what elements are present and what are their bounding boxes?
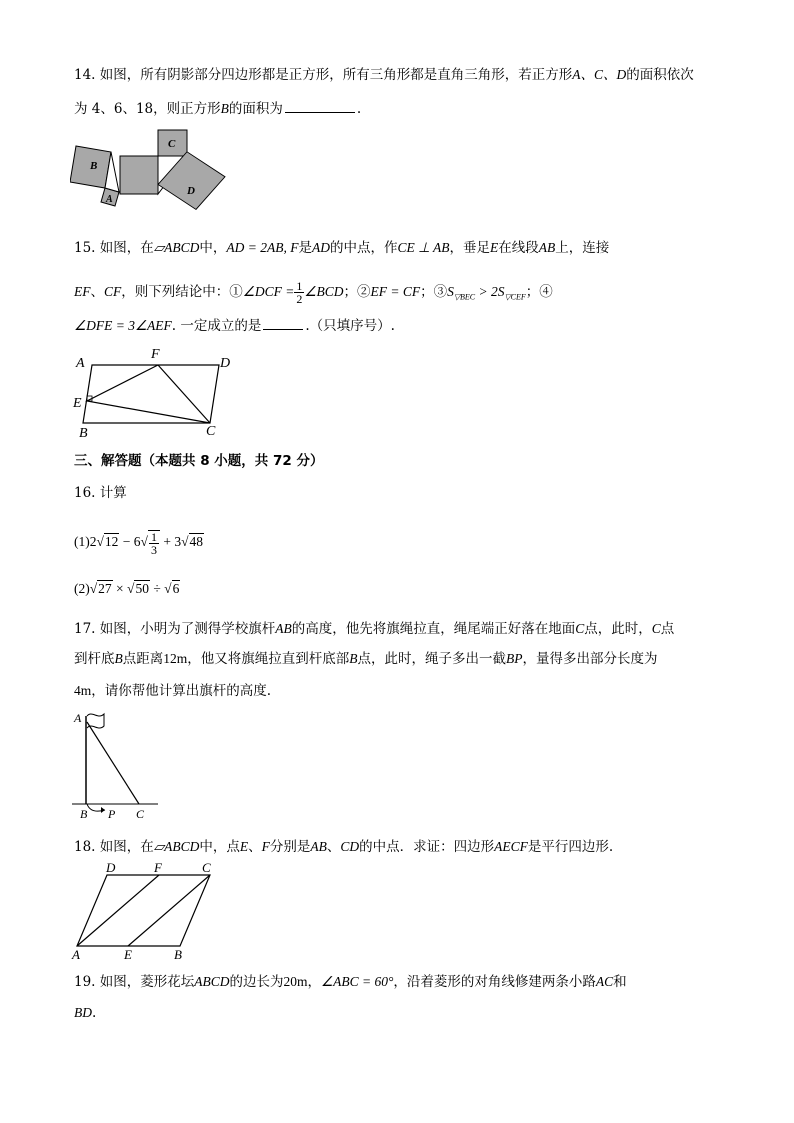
q15-figure: [72, 343, 242, 439]
q15-c3: S: [447, 284, 454, 299]
q15-e: E: [490, 240, 499, 255]
q14-answer-blank[interactable]: [285, 100, 355, 113]
q16-part1: (1)2√12 − 6√ $\frac{1}{3}$ + 3√48: [74, 530, 204, 557]
q19-abcd: ABCD: [194, 974, 230, 989]
q16-p1-c-rad: 48: [189, 534, 204, 550]
q16-frac-num: 1: [150, 530, 157, 544]
q15-abcd: ▱ABCD: [153, 240, 200, 255]
q15-t5: ，垂足: [449, 240, 491, 256]
q15-t8: ，则下列结论中：①: [121, 284, 243, 300]
q15-line2: [74, 280, 553, 307]
label-a: A: [72, 947, 80, 962]
q14-line2: [74, 100, 361, 118]
q15-c2: EF = CF: [370, 284, 421, 299]
label-p: P: [108, 807, 116, 821]
label-d: D: [220, 356, 231, 371]
q19-bd: BD: [74, 1005, 92, 1020]
label-d: D: [106, 860, 116, 875]
rope-ac: [87, 722, 139, 804]
label-b: B: [90, 160, 98, 172]
q15-c1: ∠DCF =: [242, 284, 295, 299]
q17-line1: [74, 620, 674, 638]
q18-line1: [74, 838, 613, 856]
section-3-title: 三、解答题（本题共 8 小题，共 72 分）: [74, 453, 324, 469]
q16-p1-a: 2: [89, 534, 97, 550]
q15-t10: ；③: [420, 284, 448, 300]
q19-and: 和: [613, 974, 627, 990]
q18-sep2: 、: [326, 839, 341, 855]
q17-c2: C: [651, 621, 661, 636]
q14-figure: [70, 126, 230, 210]
label-c: C: [136, 807, 145, 821]
q19-ac: AC: [595, 974, 614, 989]
q15-line1: [74, 239, 609, 257]
q18-t3: 分别是: [269, 839, 311, 855]
q14-text: 14. 如图，所有阴影部分四边形都是正方形，所有三角形都是直角三角形，若正方形: [74, 67, 573, 83]
q15-c4: ∠DFE = 3∠AEF: [74, 318, 172, 333]
q17-dist: 12m: [163, 651, 188, 666]
q16-p2-a-rad: 27: [98, 581, 112, 596]
q19-t1: 19. 如图，菱形花坛: [74, 974, 195, 990]
q16-p2-times: ×: [112, 581, 128, 596]
q18-t1: 18. 如图，在: [74, 839, 154, 855]
label-a: A: [74, 711, 82, 725]
q15-t1: 15. 如图，在: [74, 240, 154, 256]
q19-t4: ，沿着菱形的对角线修建两条小路: [393, 974, 596, 990]
q18-t4: 的中点．求证：四边形: [359, 839, 495, 855]
q19-t3: ，: [307, 974, 322, 990]
q18-f: F: [261, 839, 270, 854]
q14-labels: A、C、D: [572, 67, 627, 82]
q15-t4: 的中点，作: [330, 240, 398, 256]
q15-t6: 在线段: [498, 240, 539, 256]
q15-t9: ；②: [343, 284, 371, 300]
q17-ab: AB: [275, 621, 292, 636]
q15-ef: EF: [74, 284, 91, 299]
q16-p2-label: (2): [74, 581, 90, 596]
q17-t2: 的高度，他先将旗绳拉直，绳尾端正好落在地面: [291, 621, 576, 637]
segment-ec: [128, 875, 210, 946]
q16-p2-c-rad: 6: [172, 581, 180, 596]
q16-p1-frac: [148, 530, 160, 556]
label-a: A: [76, 356, 85, 371]
label-b: B: [80, 807, 88, 821]
label-a: A: [106, 194, 113, 205]
q14-line1: [74, 66, 694, 84]
q17-line2: [74, 650, 658, 668]
q16-frac-den: 3: [150, 543, 157, 557]
q14-b: B: [220, 101, 229, 116]
label-b: B: [79, 426, 88, 439]
q16-p1-label: (1): [74, 534, 90, 550]
q15-t3: 是: [298, 240, 313, 256]
q14-text3: 的面积为: [228, 101, 283, 117]
q18-ab: AB: [310, 839, 327, 854]
q16-title: 16. 计算: [74, 485, 127, 501]
q15-ad: AD: [312, 240, 331, 255]
q17-len: 4m: [74, 683, 92, 698]
segment-fe-ec: [87, 365, 210, 423]
q19-end: .: [92, 1005, 97, 1021]
q15-answer-blank[interactable]: [263, 317, 303, 330]
q19-line2: [74, 1004, 96, 1022]
q15-eq: AD = 2AB, F: [226, 240, 299, 255]
q17-bp: BP: [506, 651, 523, 666]
q15-frac: [294, 280, 304, 305]
q15-c3sub2: ▽CEF: [504, 292, 526, 302]
q14-text2: 为 4、6、18，则正方形: [74, 101, 221, 117]
q16-p1-a-rad: 12: [104, 534, 119, 550]
q16-p1-plus: + 3: [159, 534, 182, 550]
label-c: C: [202, 860, 211, 875]
q18-aecf: AECF: [494, 839, 528, 854]
q15-sep: 、: [90, 284, 104, 300]
label-f: F: [151, 347, 160, 362]
label-e: E: [73, 396, 82, 411]
label-c: C: [168, 138, 176, 150]
q18-e: E: [239, 839, 249, 854]
parallelogram-abcd: [83, 365, 219, 423]
q15-t12: . 一定成立的是: [171, 318, 262, 334]
q15-cf: CF: [104, 284, 122, 299]
q17-t4: 点: [660, 621, 675, 637]
label-c: C: [206, 424, 216, 439]
arrow-icon: [101, 807, 105, 813]
q16-p2-b-rad: 50: [135, 581, 149, 596]
q19-len: 20m: [283, 974, 308, 989]
segment-af: [77, 875, 159, 946]
q15-t13: .（只填序号）.: [305, 318, 395, 334]
q15-t2: 中，: [199, 240, 227, 256]
q15-perp: CE ⊥ AB: [397, 240, 450, 255]
q14-period: .: [356, 101, 362, 117]
segment-fc: [158, 365, 210, 423]
q14-text-end: 的面积依次: [626, 67, 694, 83]
q17-t5: 到杆底: [74, 651, 115, 667]
q19-angle: ∠ABC = 60°: [321, 974, 394, 989]
flag-icon: [87, 714, 104, 728]
q16-p2-div: ÷: [149, 581, 165, 596]
q18-sep: 、: [248, 839, 262, 855]
q17-t9: ，量得多出部分长度为: [522, 651, 658, 667]
label-b: B: [174, 947, 182, 962]
q18-abcd: ▱ABCD: [153, 839, 200, 854]
label-d: D: [187, 185, 195, 197]
q18-t5: 是平行四边形.: [527, 839, 614, 855]
label-f: F: [154, 860, 162, 875]
q17-t7: ，他又将旗绳拉直到杆底部: [187, 651, 350, 667]
q15-ab: AB: [538, 240, 556, 255]
q15-line3: [74, 317, 395, 335]
q17-b: B: [114, 651, 123, 666]
q17-line3: [74, 682, 271, 700]
q17-t10: ，请你帮他计算出旗杆的高度.: [91, 683, 272, 699]
center-square: [120, 156, 158, 194]
q15-c3sub: ▽BEC: [453, 292, 476, 302]
q17-c: C: [575, 621, 585, 636]
q17-t8: 点，此时，绳子多出一截: [357, 651, 507, 667]
q17-figure: [70, 708, 170, 823]
q17-t6: 点距离: [122, 651, 164, 667]
q19-t2: 的边长为: [229, 974, 284, 990]
q17-t1: 17. 如图，小明为了测得学校旗杆: [74, 621, 276, 637]
parallelogram-abcd: [77, 875, 210, 946]
q16-p1-minus: − 6: [119, 534, 141, 550]
q19-line1: [74, 973, 627, 991]
q15-frac-den: 2: [296, 292, 303, 306]
q15-c1b: ∠BCD: [304, 284, 344, 299]
q15-c3mid: > 2S: [475, 284, 505, 299]
q17-b2: B: [349, 651, 358, 666]
q18-figure: [70, 858, 220, 962]
q16-part2: (2)√27 × √50 ÷ √6: [74, 581, 180, 596]
q15-frac-num: 1: [296, 279, 303, 293]
q15-t7: 上，连接: [555, 240, 610, 256]
label-e: E: [124, 947, 132, 962]
q17-t3: 点，此时，: [584, 621, 652, 637]
q18-cd: CD: [340, 839, 360, 854]
q15-t11: ；④: [525, 284, 553, 300]
q18-t2: 中，点: [199, 839, 240, 855]
